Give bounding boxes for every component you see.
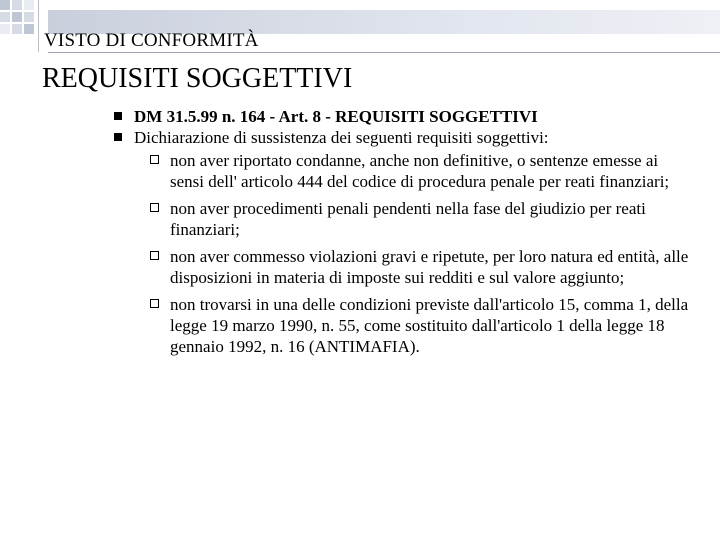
- sub-bullet-item: [150, 294, 694, 357]
- sub-bullet-item: [150, 246, 694, 288]
- sub-bullet-text: non aver procedimenti penali pendenti nella fase del giudizio per reati finanziari;: [170, 199, 646, 239]
- header-divider-vertical: [38, 0, 39, 52]
- hollow-square-bullet-icon: [150, 251, 159, 260]
- sub-bullet-text: non aver commesso violazioni gravi e ripetute, per loro natura ed entità, alle disposizioni in materia di imposte sui redditi e sul valore aggiunto;: [170, 247, 689, 287]
- sub-bullet-text: non trovarsi in una delle condizioni previste dall'articolo 15, comma 1, della legge 19 marzo 1990, n. 55, come sostituito dall'articolo 1 della legge 18 gennaio 1992, n. 16 (ANTIMAFIA).: [170, 295, 689, 356]
- slide-subtitle: VISTO DI CONFORMITÀ: [44, 30, 259, 51]
- bullet-item: [114, 106, 694, 127]
- header-divider: [48, 52, 720, 53]
- hollow-square-bullet-icon: [150, 155, 159, 164]
- slide-title: REQUISITI SOGGETTIVI: [42, 63, 353, 94]
- bullet-item: [114, 127, 694, 148]
- sub-list: [150, 150, 694, 357]
- sub-bullet-text: non aver riportato condanne, anche non definitive, o sentenze emesse ai sensi dell' articolo 444 del codice di procedura penale per reati finanziari;: [170, 151, 670, 191]
- square-bullet-icon: [114, 112, 122, 120]
- sub-bullet-item: [150, 198, 694, 240]
- bullet-text: Dichiarazione di sussistenza dei seguenti requisiti soggettivi:: [134, 128, 549, 147]
- sub-bullet-item: [150, 150, 694, 192]
- hollow-square-bullet-icon: [150, 299, 159, 308]
- hollow-square-bullet-icon: [150, 203, 159, 212]
- square-bullet-icon: [114, 133, 122, 141]
- bullet-text: DM 31.5.99 n. 164 - Art. 8 - REQUISITI SOGGETTIVI: [134, 107, 538, 126]
- slide-content: [114, 106, 694, 357]
